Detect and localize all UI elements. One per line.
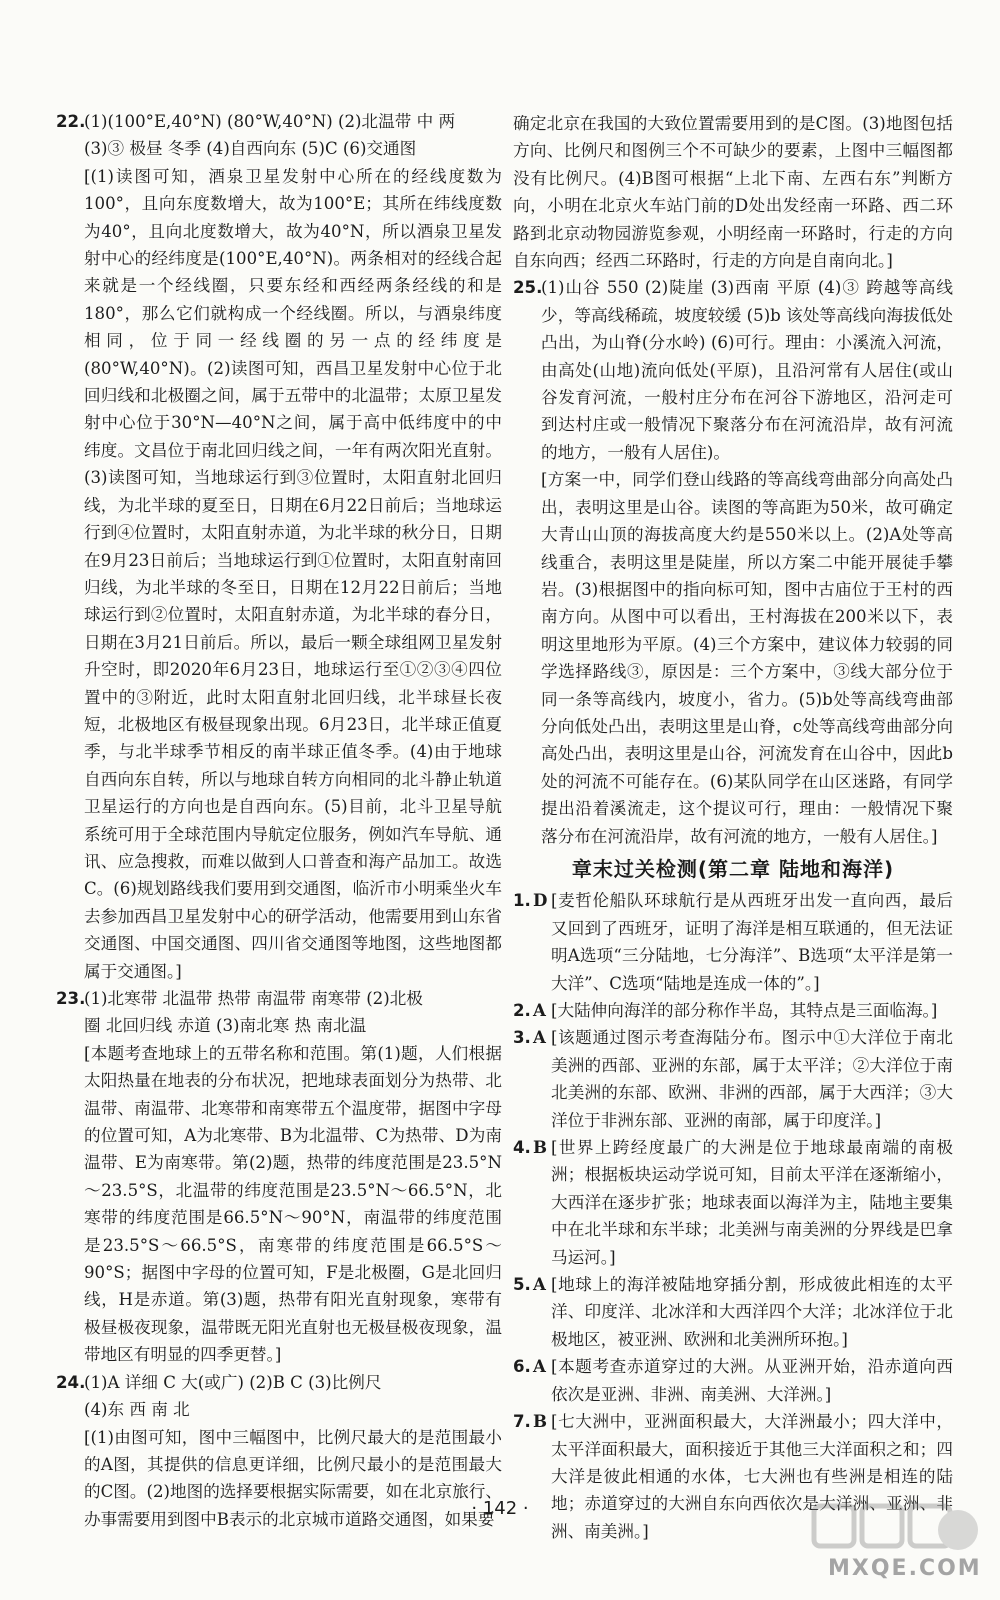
mc-number: 4. — [513, 1138, 531, 1158]
question-number: 22. — [56, 112, 86, 131]
mc-answer: A — [533, 1356, 546, 1377]
answer-line: 圈 北回归线 赤道 (3)南北寒 热 南北温 — [84, 1016, 367, 1036]
question-number: 25. — [513, 278, 543, 298]
answer-line: (3)③ 极昼 冬季 (4)自西向东 (5)C (6)交通图 — [84, 139, 417, 159]
watermark-text: MXQE.COM — [828, 1556, 982, 1581]
question-23 — [56, 985, 502, 1369]
mc-answer: D — [533, 890, 548, 911]
mc-item — [513, 1271, 953, 1353]
mc-item — [513, 1134, 953, 1271]
mc-explanation: [大陆伸向海洋的部分称作半岛，其特点是三面临海。] — [551, 1001, 938, 1020]
mc-explanation: [世界上跨经度最广的大洲是位于地球最南端的南极洲；根据板块运动学说可知，目前太平洋在逐渐缩小，大西洋在逐步扩张；地球表面以海洋为主，陆地主要集中在北半球和东半球；北美洲与南美洲的分界线是巴拿马运河。] — [551, 1138, 953, 1267]
mc-item — [513, 887, 953, 997]
mc-item — [513, 1353, 953, 1408]
question-number: 23. — [56, 989, 86, 1008]
question-24-continued: 确定北京在我国的大致位置需要用到的是C图。(3)地图包括方向、比例尺和图例三个不可缺少的要素，上图中三幅图都没有比例尺。(4)B图可根据“上北下南、左西右东”判断方向，小明在北京火车站门前的D处出发经南一环路、西二环路到北京动物园游览参观，小明经南一环路时，行走的方向自东向西；经西二环路时，行走的方向是自南向北。] — [513, 114, 953, 271]
mc-number: 1. — [513, 891, 531, 911]
section-title: 章末过关检测(第二章 陆地和海洋) — [571, 856, 895, 881]
explanation: [方案一中，同学们登山线路的等高线弯曲部分向高处凸出，表明这里是山谷。读图的等高距为50米，故可确定大青山山顶的海拔高度大约是550米以上。(2)A处等高线重合，表明这里是陡崖，所以方案二中能开展徒手攀岩。(3)根据图中的指向标可知，图中古庙位于王村的西南方向。从图中可以看出，王村海拔在200米以下，表明这里地形为平原。(4)三个方案中，建议体力较弱的同学选择路线③，原因是：三个方案中，③线大部分位于同一条等高线内，坡度小，省力。(5)b处等高线弯曲部分向低处凸出，表明这里是山脊，c处等高线弯曲部分向高处凸出，表明这里是山谷，河流发育在山谷中，因此b处的河流不可能存在。(6)某队同学在山区迷路，有同学提出沿着溪流走，这个提议可行，理由：一般情况下聚落分布在河流沿岸，故有河流的地方，一般有人居住。] — [541, 470, 953, 846]
mc-explanation: [该题通过图示考查海陆分布。图示中①大洋位于南北美洲的西部、亚洲的东部，属于太平洋；②大洋位于南北美洲的东部、欧洲、非洲的西部，属于大西洋；③大洋位于非洲东部、亚洲的南部，属于印度洋。] — [551, 1028, 953, 1130]
question-22 — [56, 108, 502, 985]
mc-number: 3. — [513, 1028, 531, 1048]
explanation: [(1)读图可知，酒泉卫星发射中心所在的经线度数为100°，且向东度数增大，故为100°E；其所在纬线度数为40°，且向北度数增大，故为40°N，所以酒泉卫星发射中心的经纬度是(100°E,40°N)。两条相对的经线合起来就是一个经线圈，只要东经和西经两条经线的和是180°，那么它们就构成一个经线圈。所以，与酒泉纬度相同，位于同一经线圈的另一点的经纬度是(80°W,40°N)。(2)读图可知，西昌卫星发射中心位于北回归线和北极圈之间，属于五带中的北温带；太原卫星发射中心位于30°N—40°N之间，属于高中低纬度中的中纬度。文昌位于南北回归线之间，一年有两次阳光直射。(3)读图可知，当地球运行到③位置时，太阳直射北回归线，为北半球的夏至日，日期在6月22日前后；当地球运行到④位置时，太阳直射赤道，为北半球的秋分日，日期在9月23日前后；当地球运行到①位置时，太阳直射南回归线，为北半球的冬至日，日期在12月22日前后；当地球运行到②位置时，太阳直射赤道，为北半球的春分日，日期在3月21日前后。所以，最后一颗全球组网卫星发射升空时，即2020年6月23日，地球运行至①②③④四位置中的③附近，此时太阳直射北回归线，北半球昼长夜短，北极地区有极昼现象出现。6月23日，北半球正值夏季，与北半球季节相反的南半球正值冬季。(4)由于地球自西向东自转，所以与地球自转方向相同的北斗静止轨道卫星运行的方向也是自西向东。(5)目前，北斗卫星导航系统可用于全球范围内导航定位服务，例如汽车导航、通讯、应急搜救，而难以做到人口普查和海产品加工。故选C。(6)规划路线我们要用到交通图，临沂市小明乘坐火车去参加西昌卫星发射中心的研学活动，他需要用到山东省交通图、中国交通图、四川省交通图等地图，这些地图都属于交通图。] — [84, 166, 502, 981]
mc-explanation: [麦哲伦船队环球航行是从西班牙出发一直向西，最后又回到了西班牙，证明了海洋是相互联通的，但无法证明A选项“三分陆地，七分海洋”、B选项“太平洋是第一大洋”、C选项“陆地是连成一体的”。] — [551, 891, 953, 993]
mc-answer: B — [533, 1137, 548, 1158]
mc-number: 7. — [513, 1412, 531, 1432]
mc-item — [513, 1024, 953, 1134]
mc-explanation: [地球上的海洋被陆地穿插分割，形成彼此相连的太平洋、印度洋、北冰洋和大西洋四个大洋；北冰洋位于北极地区，被亚洲、欧洲和北美洲所环抱。] — [551, 1275, 953, 1349]
explanation: [本题考查地球上的五带名称和范围。第(1)题，人们根据太阳热量在地表的分布状况，把地球表面划分为热带、北温带、南温带、北寒带和南寒带五个温度带，据图中字母的位置可知，A为北寒带、B为北温带、C为热带、D为南温带、E为南寒带。第(2)题，热带的纬度范围是23.5°N～23.5°S，北温带的纬度范围是23.5°N～66.5°N，北寒带的纬度范围是66.5°N～90°N，南温带的纬度范围是23.5°S～66.5°S，南寒带的纬度范围是66.5°S～90°S；据图中字母的位置可知，F是北极圈，G是北回归线，H是赤道。第(3)题，热带有阳光直射现象，寒带有极昼极夜现象，温带既无阳光直射也无极昼极夜现象，温带地区有明显的四季更替。] — [84, 1043, 502, 1365]
multiple-choice-list — [513, 887, 953, 1545]
mc-answer: A — [533, 1274, 546, 1295]
answer-text: (1)山谷 550 (2)陡崖 (3)西南 平原 (4)③ 跨越等高线少，等高线稀疏，坡度较缓 (5)b 该处等高线向海拔低处凸出，为山脊(分水岭) (6)可行。理由：小溪流入河流，由高处(山地)流向低处(平原)，且沿河常有人居住(或山谷发育河流，一般村庄分布在河谷下游地区，沿河走可到达村庄或一般情况下聚落分布在河流沿岸，故有河流的地方，一般有人居住)。 — [541, 278, 953, 462]
mc-number: 6. — [513, 1357, 531, 1377]
answer-line: (4)东 西 南 北 — [84, 1400, 190, 1420]
answer-watermark-logo-icon — [808, 1500, 988, 1596]
right-column — [513, 110, 953, 1545]
mc-explanation: [七大洲中，亚洲面积最大，大洋洲最小；四大洋中，太平洋面积最大，面积接近于其他三大洋面积之和；四大洋是彼此相通的水体，七大洲也有些洲是相连的陆地；赤道穿过的大洲自东向西依次是大洋洲、亚洲、非洲、南美洲。] — [551, 1412, 953, 1541]
mc-answer: B — [533, 1411, 548, 1432]
explanation: [(1)由图可知，图中三幅图中，比例尺最大的是范围最小的A图，其提供的信息更详细，比例尺最小的是范围最大的C图。(2)地图的选择要根据实际需要，如在北京旅行、办事需要用到图中B表示的北京城市道路交通图，如果要 — [84, 1427, 502, 1529]
mc-answer: A — [533, 1000, 546, 1020]
mc-answer: A — [533, 1027, 546, 1048]
left-column — [56, 108, 502, 1533]
mc-number: 2. — [513, 1001, 531, 1020]
mc-item — [513, 997, 953, 1024]
mc-number: 5. — [513, 1275, 531, 1295]
answer-line: (1)北寒带 北温带 热带 南温带 南寒带 (2)北极 — [84, 989, 423, 1008]
answer-line: (1)A 详细 C 大(或广) (2)B C (3)比例尺 — [84, 1372, 382, 1392]
question-25 — [513, 274, 953, 850]
question-number: 24. — [56, 1372, 86, 1392]
answer-line: (1)(100°E,40°N) (80°W,40°N) (2)北温带 中 两 — [84, 112, 456, 131]
mc-explanation: [本题考查赤道穿过的大洲。从亚洲开始，沿赤道向西依次是亚洲、非洲、南美洲、大洋洲。] — [551, 1357, 953, 1404]
page-number: · 142 · — [471, 1498, 529, 1519]
